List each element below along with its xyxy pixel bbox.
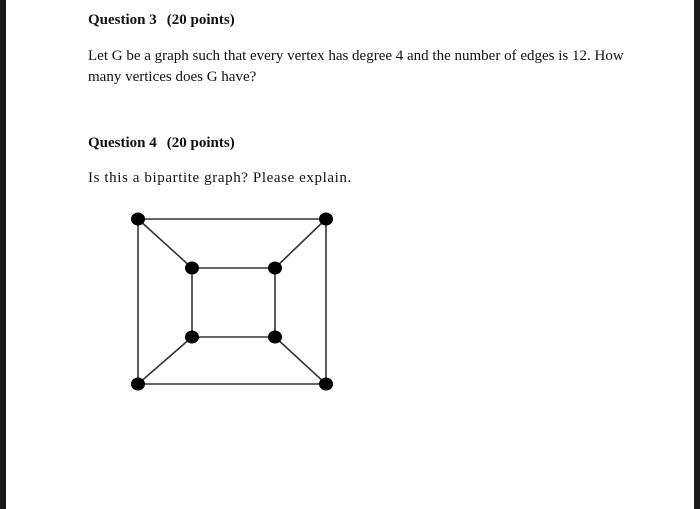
- question-4-text: Is this a bipartite graph? Please explain.: [88, 170, 352, 186]
- edge-diagonal-bottom-right: [275, 337, 326, 384]
- vertex-inner-bottom-left: [185, 331, 199, 344]
- graph-edges: [138, 219, 326, 384]
- vertex-inner-top-left: [185, 262, 199, 275]
- vertex-outer-top-right: [319, 213, 333, 226]
- vertex-outer-top-left: [131, 213, 145, 226]
- question-3-title: Question 3: [88, 12, 157, 28]
- question-3-points: (20 points): [166, 12, 235, 28]
- vertex-inner-top-right: [268, 262, 282, 275]
- vertex-outer-bottom-left: [131, 378, 145, 391]
- question-3-text: Let G be a graph such that every vertex has degree 4 and the number of edges is 12. How many vertices does G have?: [88, 48, 624, 85]
- vertex-outer-bottom-right: [319, 378, 333, 391]
- edge-diagonal-top-left: [138, 219, 192, 268]
- vertex-inner-bottom-right: [268, 331, 282, 344]
- edge-diagonal-top-right: [275, 219, 326, 268]
- cube-graph-diagram: [6, 0, 694, 509]
- edge-diagonal-bottom-left: [138, 337, 192, 384]
- question-4-points: (20 points): [166, 135, 235, 151]
- document-page: [6, 0, 694, 509]
- question-4-title: Question 4: [88, 135, 157, 151]
